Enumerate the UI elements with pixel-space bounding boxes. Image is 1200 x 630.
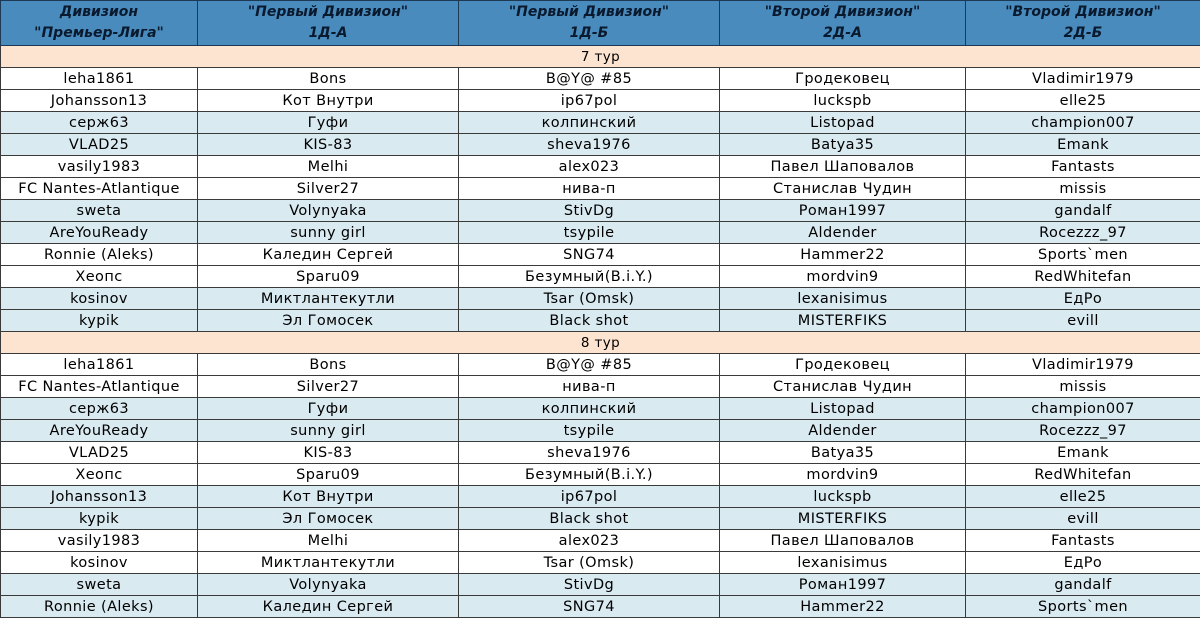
player-cell: mordvin9	[720, 464, 966, 486]
player-cell: Volynyaka	[198, 574, 459, 596]
header-second-division-b	[966, 1, 1200, 46]
header-line2: 1Д-А	[308, 25, 348, 41]
table-row	[1, 552, 1200, 574]
player-cell: Кот Внутри	[198, 486, 459, 508]
player-cell: Sparu09	[198, 464, 459, 486]
player-cell: sweta	[1, 574, 198, 596]
player-cell: Batya35	[720, 134, 966, 156]
player-cell: Павел Шаповалов	[720, 530, 966, 552]
player-cell: Vladimir1979	[966, 354, 1200, 376]
player-cell: sunny girl	[198, 222, 459, 244]
player-cell: Silver27	[198, 376, 459, 398]
player-cell: Listopad	[720, 398, 966, 420]
player-cell: Sports`men	[966, 244, 1200, 266]
table-row	[1, 464, 1200, 486]
player-cell: lexanisimus	[720, 288, 966, 310]
header-line1: Дивизион	[59, 4, 139, 20]
player-cell: missis	[966, 376, 1200, 398]
table-row	[1, 156, 1200, 178]
player-cell: Гуфи	[198, 398, 459, 420]
player-cell: evill	[966, 508, 1200, 530]
player-cell: gandalf	[966, 200, 1200, 222]
player-cell: Гродековец	[720, 354, 966, 376]
player-cell: Эл Гомосек	[198, 310, 459, 332]
player-cell: Vladimir1979	[966, 68, 1200, 90]
header-line1: "Первый Дивизион"	[247, 4, 409, 20]
player-cell: elle25	[966, 90, 1200, 112]
player-cell: FC Nantes-Atlantique	[1, 376, 198, 398]
player-cell: AreYouReady	[1, 420, 198, 442]
table-row	[1, 376, 1200, 398]
table-row	[1, 200, 1200, 222]
player-cell: Fantasts	[966, 156, 1200, 178]
player-cell: Станислав Чудин	[720, 178, 966, 200]
player-cell: leha1861	[1, 354, 198, 376]
player-cell: Гуфи	[198, 112, 459, 134]
player-cell: Хеопс	[1, 266, 198, 288]
player-cell: kypik	[1, 508, 198, 530]
header-line2: 2Д-Б	[1063, 25, 1103, 41]
header-row	[1, 1, 1200, 46]
player-cell: KIS-83	[198, 442, 459, 464]
table-row	[1, 574, 1200, 596]
player-cell: kosinov	[1, 552, 198, 574]
player-cell: Эл Гомосек	[198, 508, 459, 530]
player-cell: RedWhitefan	[966, 464, 1200, 486]
table-row	[1, 398, 1200, 420]
player-cell: Listopad	[720, 112, 966, 134]
player-cell: Безумный(B.i.Y.)	[459, 464, 720, 486]
player-cell: Aldender	[720, 222, 966, 244]
player-cell: Sparu09	[198, 266, 459, 288]
header-second-division-a	[720, 1, 966, 46]
player-cell: RedWhitefan	[966, 266, 1200, 288]
player-cell: VLAD25	[1, 442, 198, 464]
player-cell: Aldender	[720, 420, 966, 442]
player-cell: MISTERFIKS	[720, 310, 966, 332]
player-cell: kypik	[1, 310, 198, 332]
table-row	[1, 596, 1200, 618]
table-row	[1, 310, 1200, 332]
table-row	[1, 486, 1200, 508]
table-row	[1, 68, 1200, 90]
player-cell: Sports`men	[966, 596, 1200, 618]
player-cell: Johansson13	[1, 486, 198, 508]
player-cell: sunny girl	[198, 420, 459, 442]
player-cell: evill	[966, 310, 1200, 332]
player-cell: alex023	[459, 156, 720, 178]
player-cell: Black shot	[459, 310, 720, 332]
table-row	[1, 354, 1200, 376]
header-premier-league	[1, 1, 198, 46]
player-cell: missis	[966, 178, 1200, 200]
player-cell: lexanisimus	[720, 552, 966, 574]
table-row	[1, 112, 1200, 134]
player-cell: vasily1983	[1, 156, 198, 178]
player-cell: kosinov	[1, 288, 198, 310]
header-line2: 2Д-А	[823, 25, 862, 41]
player-cell: Emank	[966, 134, 1200, 156]
player-cell: Tsar (Omsk)	[459, 288, 720, 310]
player-cell: колпинский	[459, 398, 720, 420]
header-first-division-b	[459, 1, 720, 46]
player-cell: нива-п	[459, 376, 720, 398]
header-line1: "Второй Дивизион"	[764, 4, 921, 20]
player-cell: нива-п	[459, 178, 720, 200]
player-cell: alex023	[459, 530, 720, 552]
table-row	[1, 288, 1200, 310]
player-cell: VLAD25	[1, 134, 198, 156]
player-cell: ip67pol	[459, 90, 720, 112]
player-cell: Hammer22	[720, 596, 966, 618]
player-cell: Melhi	[198, 530, 459, 552]
table-row	[1, 266, 1200, 288]
player-cell: StivDg	[459, 200, 720, 222]
player-cell: серж63	[1, 112, 198, 134]
player-cell: AreYouReady	[1, 222, 198, 244]
table-row	[1, 178, 1200, 200]
player-cell: Миктлантекутли	[198, 552, 459, 574]
header-line2: 1Д-Б	[569, 25, 609, 41]
player-cell: Кот Внутри	[198, 90, 459, 112]
player-cell: Хеопс	[1, 464, 198, 486]
player-cell: sheva1976	[459, 442, 720, 464]
player-cell: Станислав Чудин	[720, 376, 966, 398]
player-cell: Миктлантекутли	[198, 288, 459, 310]
player-cell: StivDg	[459, 574, 720, 596]
player-cell: Johansson13	[1, 90, 198, 112]
table-row	[1, 244, 1200, 266]
player-cell: sheva1976	[459, 134, 720, 156]
player-cell: Melhi	[198, 156, 459, 178]
table-row	[1, 420, 1200, 442]
player-cell: серж63	[1, 398, 198, 420]
table-body	[1, 46, 1200, 618]
player-cell: tsypile	[459, 420, 720, 442]
player-cell: luckspb	[720, 90, 966, 112]
tour-label: 8 тур	[1, 332, 1200, 354]
player-cell: Ronnie (Aleks)	[1, 596, 198, 618]
player-cell: MISTERFIKS	[720, 508, 966, 530]
player-cell: FC Nantes-Atlantique	[1, 178, 198, 200]
table-row	[1, 508, 1200, 530]
player-cell: Silver27	[198, 178, 459, 200]
player-cell: Fantasts	[966, 530, 1200, 552]
player-cell: champion007	[966, 112, 1200, 134]
player-cell: B@Y@ #85	[459, 354, 720, 376]
player-cell: tsypile	[459, 222, 720, 244]
table-row	[1, 530, 1200, 552]
player-cell: B@Y@ #85	[459, 68, 720, 90]
player-cell: Роман1997	[720, 574, 966, 596]
header-first-division-a	[198, 1, 459, 46]
player-cell: Павел Шаповалов	[720, 156, 966, 178]
player-cell: SNG74	[459, 244, 720, 266]
table-row	[1, 442, 1200, 464]
tour-label: 7 тур	[1, 46, 1200, 68]
player-cell: gandalf	[966, 574, 1200, 596]
player-cell: sweta	[1, 200, 198, 222]
player-cell: Hammer22	[720, 244, 966, 266]
table-row	[1, 222, 1200, 244]
player-cell: Volynyaka	[198, 200, 459, 222]
player-cell: Каледин Сергей	[198, 244, 459, 266]
player-cell: Гродековец	[720, 68, 966, 90]
player-cell: Ronnie (Aleks)	[1, 244, 198, 266]
player-cell: Black shot	[459, 508, 720, 530]
player-cell: Emank	[966, 442, 1200, 464]
table-row	[1, 90, 1200, 112]
player-cell: колпинский	[459, 112, 720, 134]
player-cell: elle25	[966, 486, 1200, 508]
player-cell: leha1861	[1, 68, 198, 90]
player-cell: Batya35	[720, 442, 966, 464]
player-cell: Каледин Сергей	[198, 596, 459, 618]
player-cell: Rocezzz_97	[966, 222, 1200, 244]
player-cell: Bons	[198, 68, 459, 90]
player-cell: Безумный(B.i.Y.)	[459, 266, 720, 288]
player-cell: KIS-83	[198, 134, 459, 156]
player-cell: Bons	[198, 354, 459, 376]
player-cell: champion007	[966, 398, 1200, 420]
header-line2: "Премьер-Лига"	[34, 25, 164, 41]
tour-header-row	[1, 46, 1200, 68]
player-cell: mordvin9	[720, 266, 966, 288]
player-cell: SNG74	[459, 596, 720, 618]
player-cell: Tsar (Omsk)	[459, 552, 720, 574]
player-cell: Rocezzz_97	[966, 420, 1200, 442]
player-cell: ЕдРо	[966, 288, 1200, 310]
player-cell: vasily1983	[1, 530, 198, 552]
player-cell: Роман1997	[720, 200, 966, 222]
tour-header-row	[1, 332, 1200, 354]
player-cell: ЕдРо	[966, 552, 1200, 574]
player-cell: luckspb	[720, 486, 966, 508]
header-line1: "Второй Дивизион"	[1005, 4, 1161, 20]
player-cell: ip67pol	[459, 486, 720, 508]
header-line1: "Первый Дивизион"	[508, 4, 670, 20]
table-row	[1, 134, 1200, 156]
